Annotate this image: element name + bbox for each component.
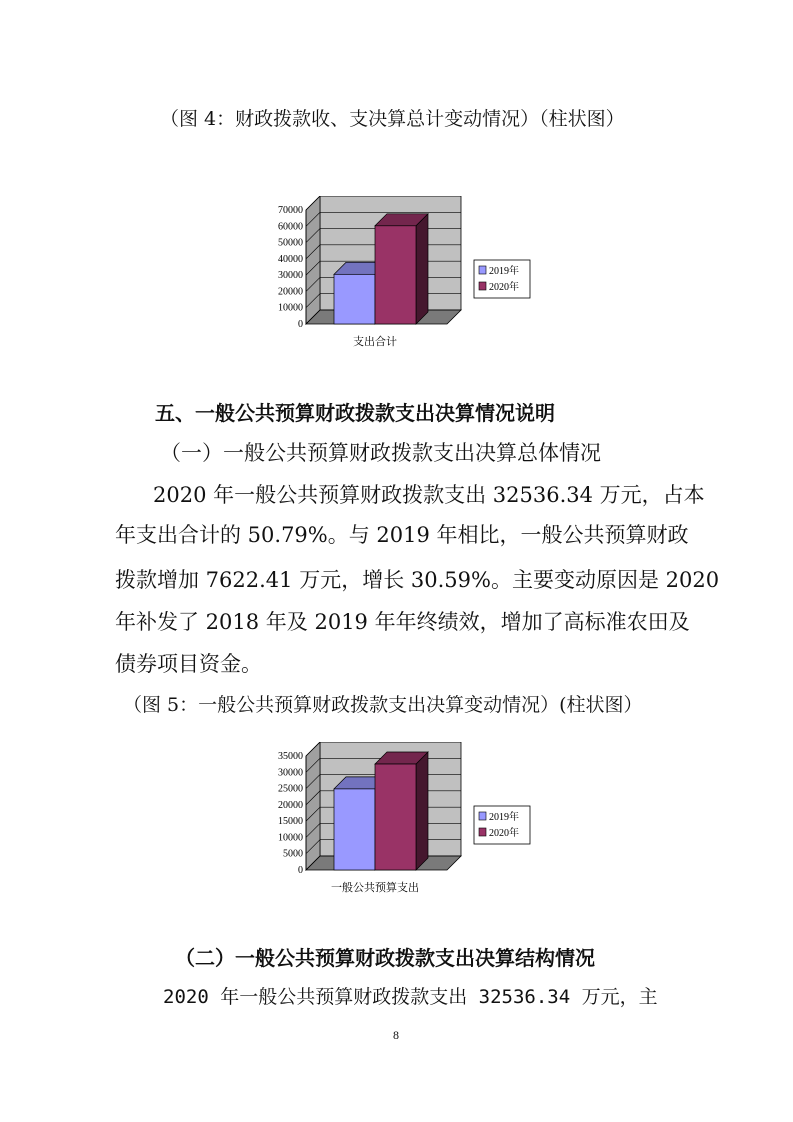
legend-label: 2019年: [489, 266, 519, 277]
y-tick-label: 5000: [283, 848, 303, 860]
y-tick-label: 20000: [278, 286, 303, 298]
y-tick-label: 10000: [278, 832, 303, 844]
figure-5-chart: [262, 742, 542, 900]
bar-2019: [334, 789, 375, 870]
bar-2019: [334, 274, 375, 324]
bar-2020: [375, 226, 416, 324]
legend-label: 2020年: [489, 828, 519, 839]
paragraph-line-5: 债券项目资金。: [115, 652, 262, 676]
x-category-label: 一般公共预算支出: [331, 882, 419, 894]
y-tick-label: 0: [298, 319, 303, 330]
y-tick-label: 30000: [278, 270, 303, 282]
figure-4-caption: （图 4：财政拨款收、支决算总计变动情况）（柱状图）: [160, 108, 625, 130]
legend-swatch: [479, 828, 486, 836]
figure-4-svg: [262, 196, 542, 354]
y-tick-label: 20000: [278, 799, 303, 811]
chart-side-wall: [306, 196, 320, 324]
y-tick-label: 0: [298, 865, 303, 876]
y-tick-label: 25000: [278, 783, 303, 795]
legend-swatch: [479, 812, 486, 820]
y-tick-label: 40000: [278, 253, 303, 265]
y-tick-label: 50000: [278, 237, 303, 249]
y-tick-label: 60000: [278, 221, 303, 233]
legend-swatch: [479, 282, 486, 290]
chart-side-wall: [306, 742, 320, 870]
figure-5-svg: [262, 742, 542, 900]
figure-5-caption: （图 5：一般公共预算财政拨款支出决算变动情况）(柱状图）: [123, 694, 643, 716]
page-number: 8: [393, 1028, 399, 1042]
bar-side-2020: [416, 214, 428, 324]
section-5-heading: 五、一般公共预算财政拨款支出决算情况说明: [155, 401, 555, 425]
y-tick-label: 30000: [278, 767, 303, 779]
y-tick-label: 70000: [278, 205, 303, 216]
bar-side-2020: [416, 752, 428, 870]
x-category-label: 支出合计: [353, 336, 397, 348]
y-tick-label: 35000: [278, 751, 303, 762]
paragraph-2-line-1: 2020 年一般公共预算财政拨款支出 32536.34 万元，主: [163, 986, 658, 1008]
paragraph-line-1: 2020 年一般公共预算财政拨款支出 32536.34 万元，占本: [153, 483, 705, 507]
legend-swatch: [479, 266, 486, 274]
paragraph-line-3: 拨款增加 7622.41 万元，增长 30.59%。主要变动原因是 2020: [115, 568, 720, 592]
y-tick-label: 10000: [278, 302, 303, 314]
subsection-2-heading: （二）一般公共预算财政拨款支出决算结构情况: [175, 946, 595, 970]
legend-label: 2019年: [489, 812, 519, 823]
y-tick-label: 15000: [278, 816, 303, 828]
bar-2020: [375, 764, 416, 870]
paragraph-line-2: 年支出合计的 50.79%。与 2019 年相比，一般公共预算财政: [115, 523, 689, 547]
figure-4-chart: [262, 196, 542, 354]
paragraph-line-4: 年补发了 2018 年及 2019 年年终绩效，增加了高标准农田及: [115, 610, 690, 634]
subsection-1-heading: （一）一般公共预算财政拨款支出决算总体情况: [160, 441, 601, 465]
legend-label: 2020年: [489, 282, 519, 293]
